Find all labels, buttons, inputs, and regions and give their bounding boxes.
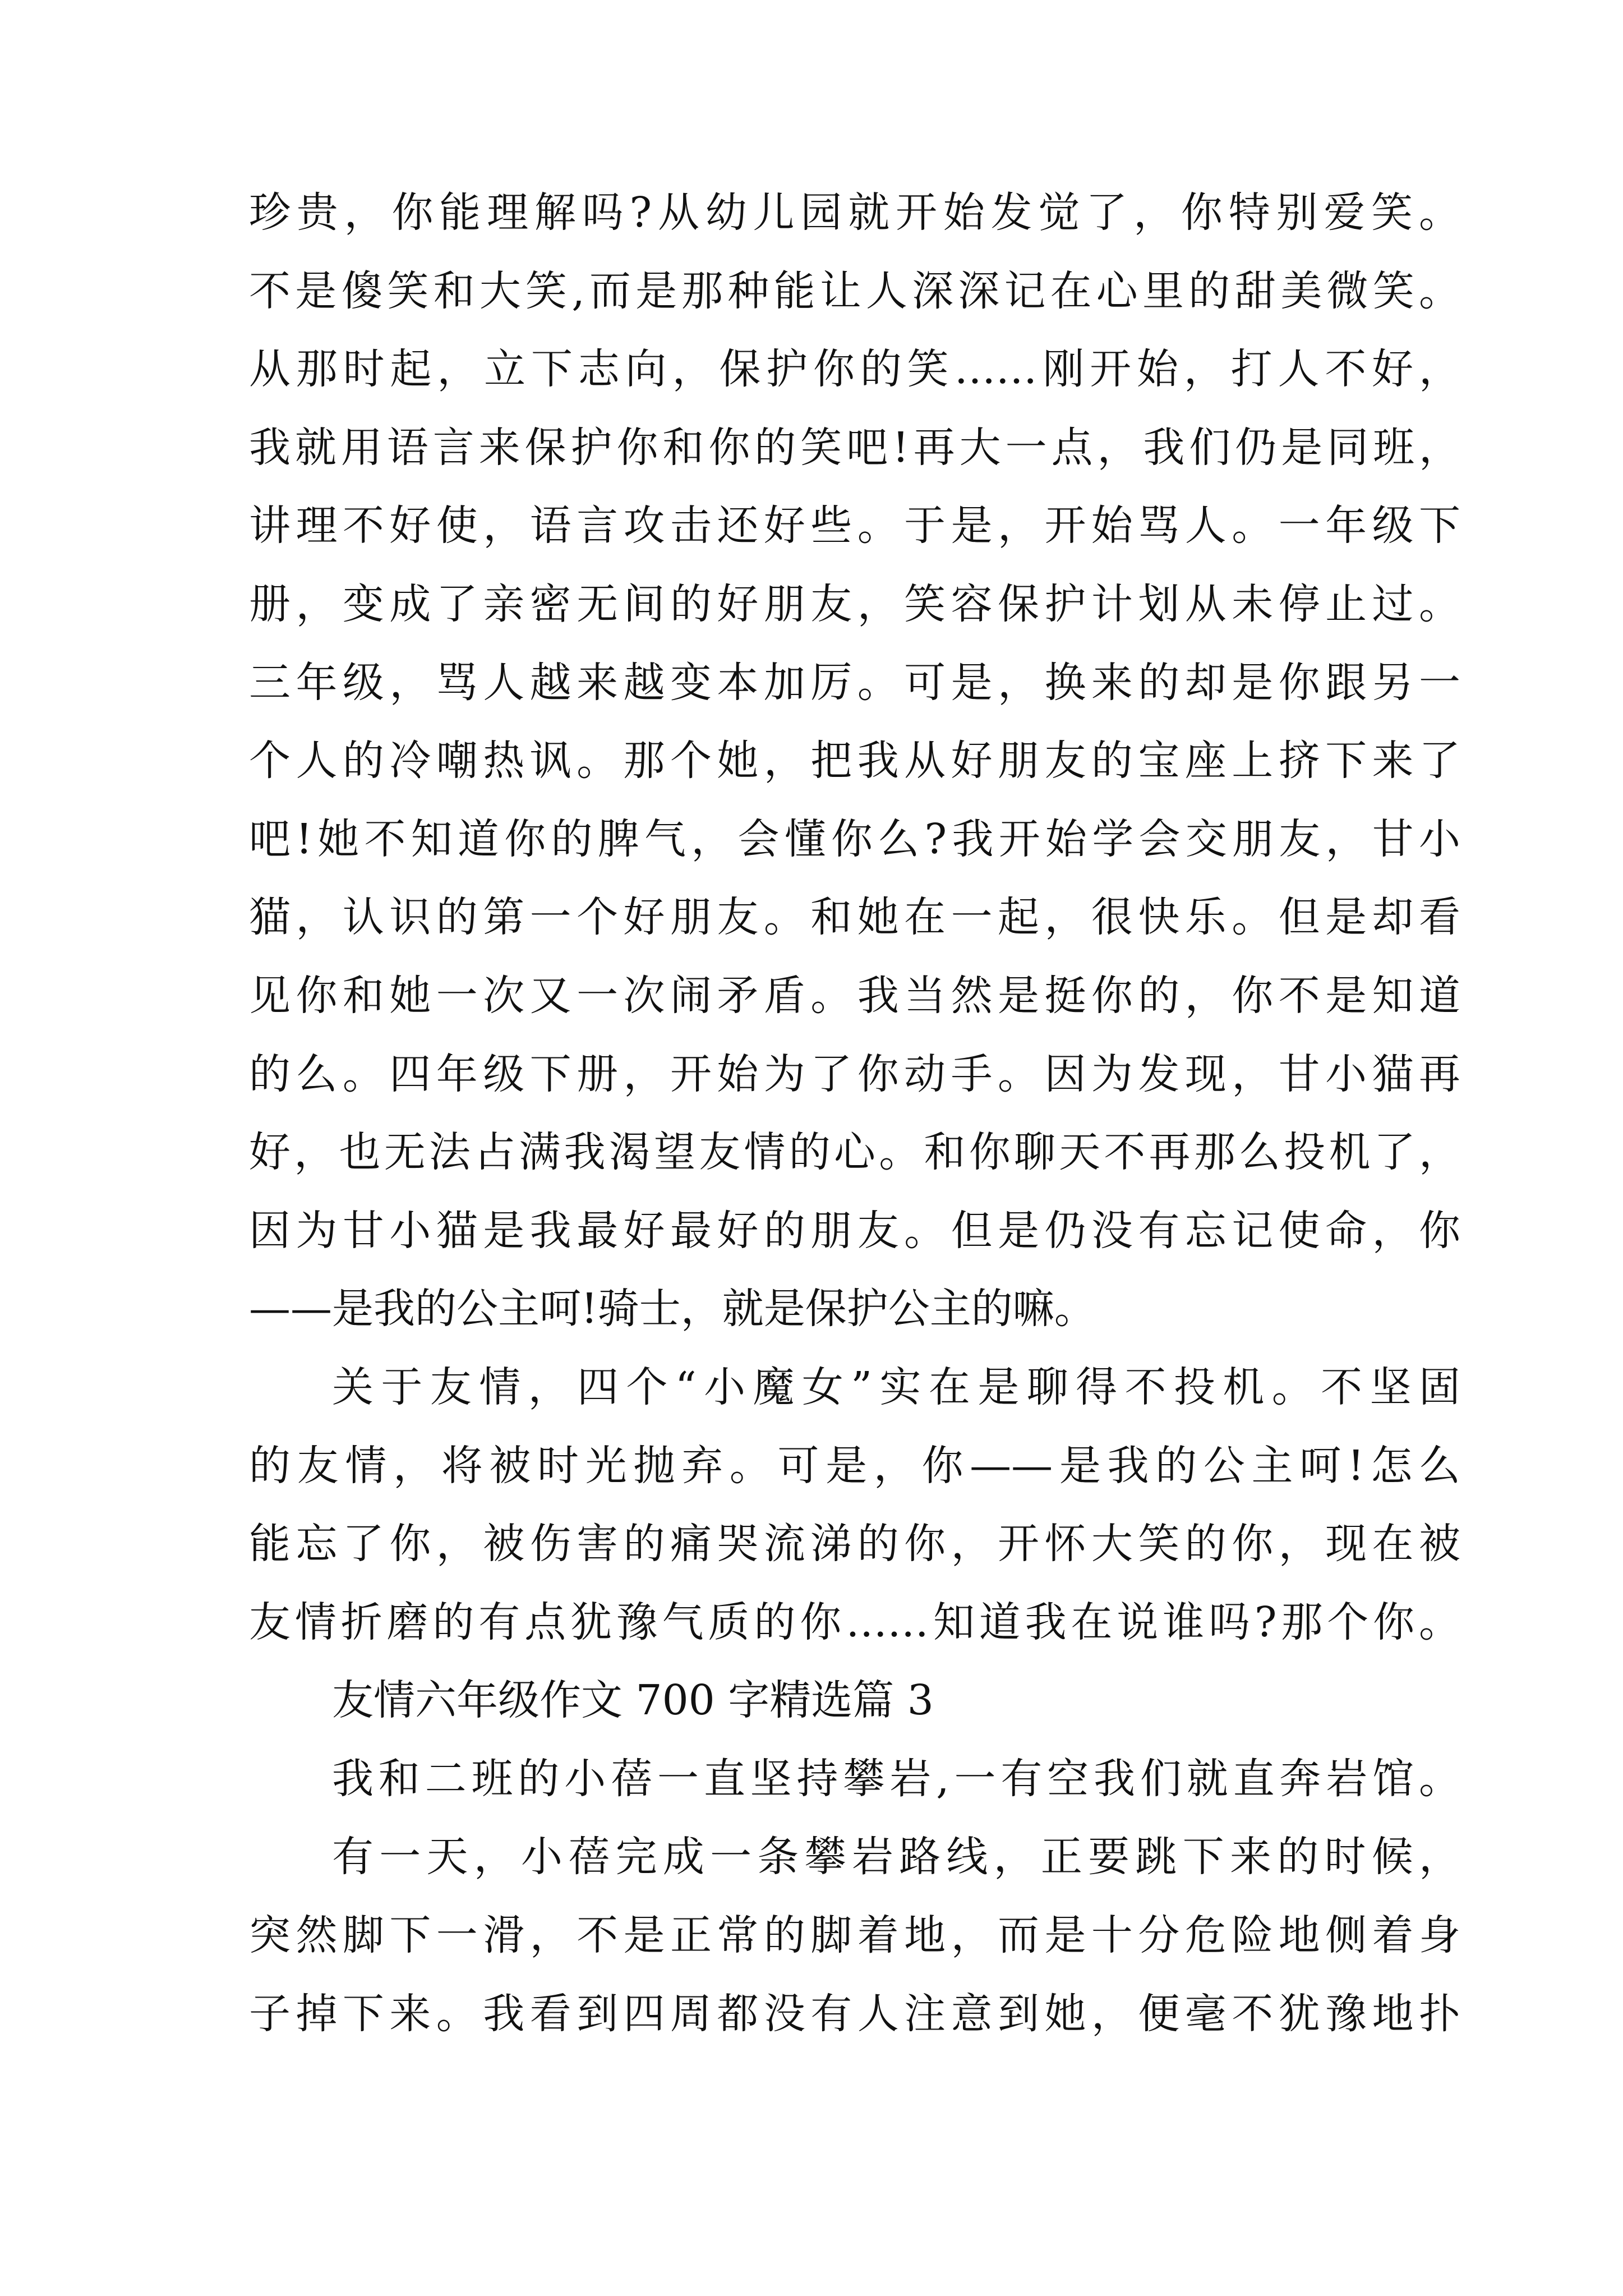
text-line: 子掉下来。我看到四周都没有人注意到她，便毫不犹豫地扑 — [249, 1989, 1460, 2038]
paragraph-first-line: 我和二班的小蓓一直坚持攀岩,一有空我们就直奔岩馆。 — [332, 1754, 1460, 1803]
text-line: 我就用语言来保护你和你的笑吧!再大一点，我们仍是同班， — [249, 423, 1460, 472]
text-line: 因为甘小猫是我最好最好的朋友。但是仍没有忘记使命，你 — [249, 1206, 1460, 1255]
text-line: 三年级，骂人越来越变本加厉。可是，换来的却是你跟另一 — [249, 658, 1460, 707]
text-line: 珍贵，你能理解吗?从幼儿园就开始发觉了，你特别爱笑。 — [249, 188, 1460, 237]
text-line: 能忘了你，被伤害的痛哭流涕的你，开怀大笑的你，现在被 — [249, 1520, 1460, 1568]
text-line: ——是我的公主呵!骑士，就是保护公主的嘛。 — [249, 1285, 1096, 1333]
text-line: 从那时起，立下志向，保护你的笑……刚开始，打人不好， — [249, 345, 1460, 394]
text-line: 见你和她一次又一次闹矛盾。我当然是挺你的，你不是知道 — [249, 971, 1460, 1020]
text-line: 讲理不好使，语言攻击还好些。于是，开始骂人。一年级下 — [249, 501, 1460, 550]
paragraph-first-line: 关于友情，四个“小魔女”实在是聊得不投机。不坚固 — [332, 1363, 1460, 1411]
text-line: 突然脚下一滑，不是正常的脚着地，而是十分危险地侧着身 — [249, 1911, 1460, 1960]
text-line: 册，变成了亲密无间的好朋友，笑容保护计划从未停止过。 — [249, 579, 1460, 628]
text-line: 好，也无法占满我渴望友情的心。和你聊天不再那么投机了， — [249, 1128, 1460, 1177]
section-heading: 友情六年级作文 700 字精选篇 3 — [332, 1676, 934, 1725]
text-line: 友情折磨的有点犹豫气质的你……知道我在说谁吗?那个你。 — [249, 1598, 1460, 1646]
essay-body — [249, 174, 1460, 2053]
paragraph-first-line: 有一天，小蓓完成一条攀岩路线，正要跳下来的时候， — [332, 1833, 1460, 1881]
text-line: 的友情，将被时光抛弃。可是，你——是我的公主呵!怎么 — [249, 1441, 1460, 1490]
text-line: 的么。四年级下册，开始为了你动手。因为发现，甘小猫再 — [249, 1050, 1460, 1098]
text-line: 吧!她不知道你的脾气，会懂你么?我开始学会交朋友，甘小 — [249, 815, 1460, 863]
text-line: 个人的冷嘲热讽。那个她，把我从好朋友的宝座上挤下来了 — [249, 737, 1460, 785]
text-line: 猫，认识的第一个好朋友。和她在一起，很快乐。但是却看 — [249, 893, 1460, 942]
text-line: 不是傻笑和大笑,而是那种能让人深深记在心里的甜美微笑。 — [249, 266, 1460, 315]
